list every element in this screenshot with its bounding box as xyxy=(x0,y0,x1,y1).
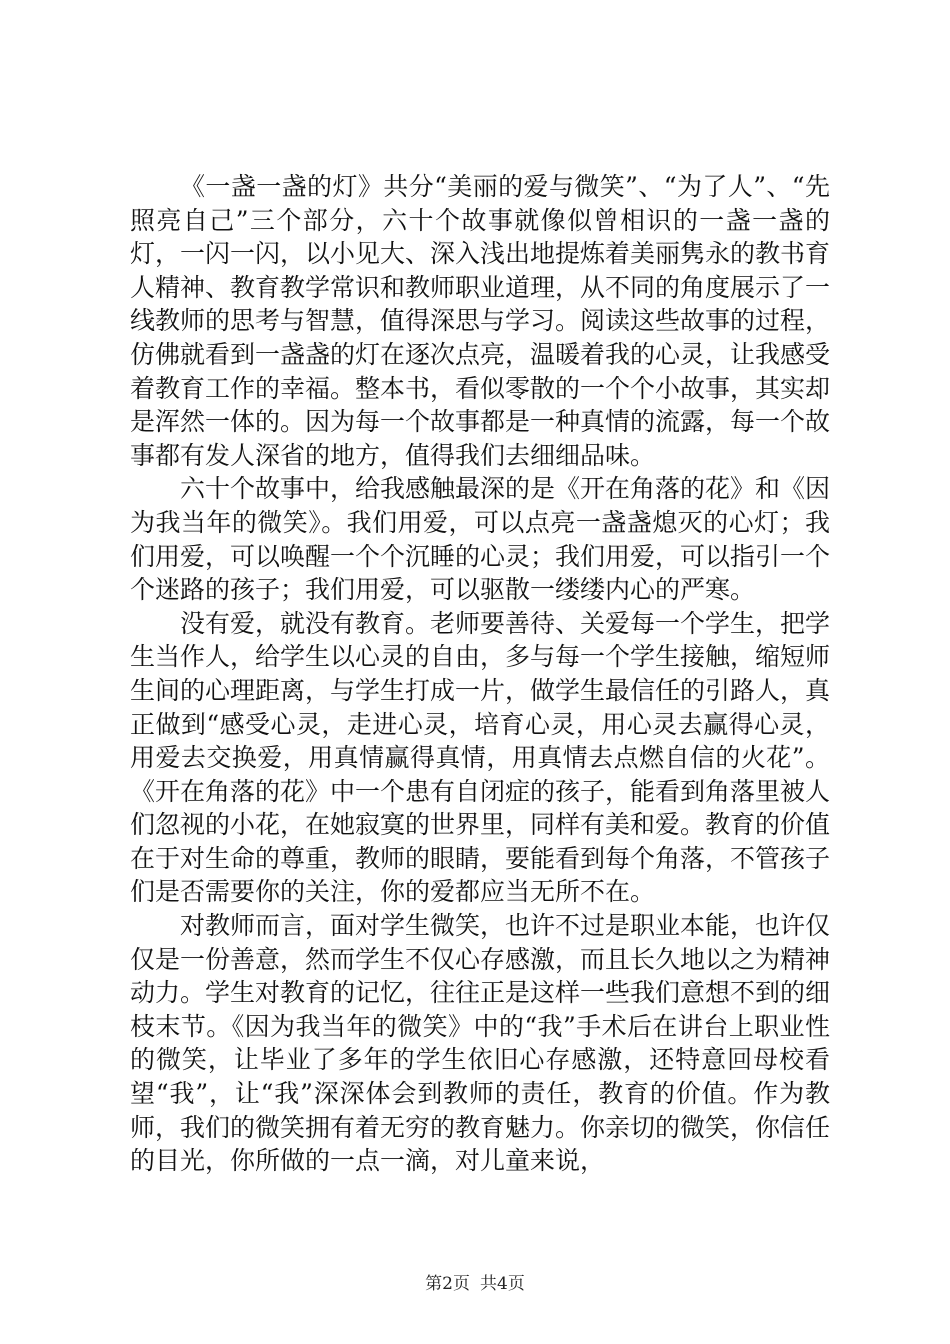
paragraph: 《一盏一盏的灯》共分“美丽的爱与微笑”、“为了人”、“先照亮自己”三个部分，六十个故事就像似曾相识的一盏一盏的灯，一闪一闪，以小见大、深入浅出地提炼着美丽隽永的教书育人精神、教育教学常识和教师职业道理，从不同的角度展示了一线教师的思考与智慧，值得深思与学习。阅读这些故事的过程，仿佛就看到一盏盏的灯在逐次点亮，温暖着我的心灵，让我感受着教育工作的幸福。整本书，看似零散的一个个小故事，其实却是浑然一体的。因为每一个故事都是一种真情的流露，每一个故事都有发人深省的地方，值得我们去细细品味。 xyxy=(130,172,831,470)
page-total: 共4页 xyxy=(480,1274,525,1294)
paragraph: 没有爱，就没有教育。老师要善待、关爱每一个学生，把学生当作人，给学生以心灵的自由，多与每一个学生接触，缩短师生间的心理距离，与学生打成一片，做学生最信任的引路人，真正做到“感受心灵，走进心灵，培育心灵，用心灵去赢得心灵，用爱去交换爱，用真情赢得真情，用真情去点燃自信的火花”。《开在角落的花》中一个患有自闭症的孩子，能看到角落里被人们忽视的小花，在她寂寞的世界里，同样有美和爱。教育的价值在于对生命的尊重，教师的眼睛，要能看到每个角落，不管孩子们是否需要你的关注，你的爱都应当无所不在。 xyxy=(130,608,831,907)
paragraph: 六十个故事中，给我感触最深的是《开在角落的花》和《因为我当年的微笑》。我们用爱，可以点亮一盏盏熄灭的心灯；我们用爱，可以唤醒一个个沉睡的心灵；我们用爱，可以指引一个个迷路的孩子；我们用爱，可以驱散一缕缕内心的严寒。 xyxy=(130,474,831,605)
document-body xyxy=(130,170,830,1178)
page-number: 第2页 xyxy=(425,1274,470,1294)
page-footer xyxy=(0,1269,950,1294)
paragraph: 对教师而言，面对学生微笑，也许不过是职业本能，也许仅仅是一份善意，然而学生不仅心存感激，而且长久地以之为精神动力。学生对教育的记忆，往往正是这样一些我们意想不到的细枝末节。《因为我当年的微笑》中的“我”手术后在讲台上职业性的微笑，让毕业了多年的学生依旧心存感激，还特意回母校看望“我”，让“我”深深体会到教师的责任，教育的价值。作为教师，我们的微笑拥有着无穷的教育魅力。你亲切的微笑，你信任的目光，你所做的一点一滴，对儿童来说， xyxy=(130,911,831,1176)
